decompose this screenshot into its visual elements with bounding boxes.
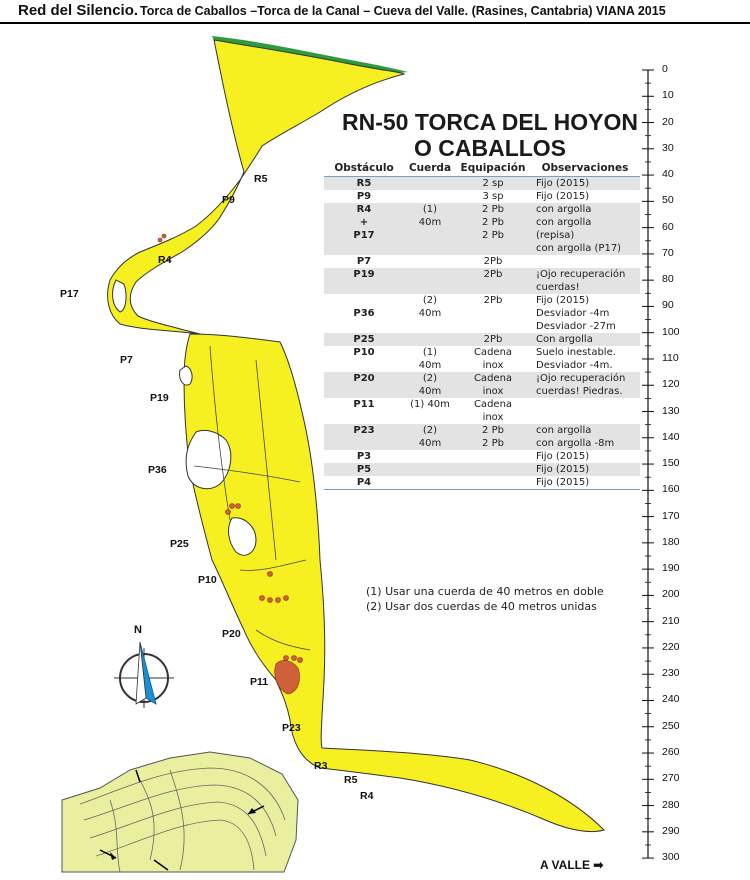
table-cell-equip: 2 Pb xyxy=(456,203,530,216)
table-row xyxy=(324,463,640,476)
table-cell-obs: P9 xyxy=(356,191,372,202)
table-cell-equip: 2Pb xyxy=(483,256,503,267)
scale-label: 210 xyxy=(662,614,680,627)
label-p7: P7 xyxy=(120,354,133,366)
anchor-point xyxy=(284,596,289,601)
table-cell-obs xyxy=(324,411,404,424)
table-cell-equip xyxy=(456,307,530,320)
scale-label: 100 xyxy=(662,325,680,338)
table-row xyxy=(324,437,640,450)
table-row xyxy=(324,333,640,346)
scale-label: 190 xyxy=(662,562,680,575)
anchor-cluster xyxy=(275,661,300,694)
anchor-point xyxy=(230,504,235,509)
table-cell-obs xyxy=(324,385,404,398)
scale-label: 240 xyxy=(662,693,680,706)
table-cell-notes: cuerdas! xyxy=(530,281,640,294)
compass-north-label: N xyxy=(134,624,142,636)
table-cell-equip: Cadena xyxy=(473,399,513,410)
table-cell-cuerda: (1) xyxy=(422,347,438,358)
table-cell-equip: 2Pb xyxy=(456,333,530,346)
table-cell-obs: P17 xyxy=(324,229,404,242)
table-cell-obs: R4 xyxy=(324,203,404,216)
table-cell-notes: con argolla xyxy=(530,424,640,437)
topographic-inset xyxy=(62,752,298,872)
table-cell-obs: P20 xyxy=(324,372,404,385)
table-cell-obs: + xyxy=(324,216,404,229)
scale-label: 300 xyxy=(662,851,680,864)
table-cell-equip: 3 sp xyxy=(482,191,504,202)
map-title-line1: RN-50 TORCA DEL HOYON xyxy=(341,109,639,135)
table-cell-equip: inox xyxy=(482,412,504,423)
table-row xyxy=(324,307,640,320)
label-p25: P25 xyxy=(170,538,189,550)
table-cell-notes: Fijo (2015) xyxy=(530,177,640,191)
table-cell-equip: 2 sp xyxy=(456,177,530,191)
table-cell-equip xyxy=(456,450,530,463)
table-cell-notes: con argolla xyxy=(530,216,640,229)
table-cell-equip: 2 Pb xyxy=(456,437,530,450)
table-row xyxy=(324,372,640,385)
label-r4-top: R4 xyxy=(158,254,172,266)
label-p10: P10 xyxy=(198,574,217,586)
table-row xyxy=(324,398,640,411)
table-cell-equip: Cadena xyxy=(473,347,513,358)
scale-label: 180 xyxy=(662,535,680,548)
table-cell-notes xyxy=(530,398,640,411)
equipment-table xyxy=(324,162,640,490)
scale-label: 120 xyxy=(662,378,680,391)
table-cell-obs: P7 xyxy=(356,256,372,267)
table-cell-equip xyxy=(456,320,530,333)
scale-label: 230 xyxy=(662,667,680,680)
table-cell-cuerda: 40m xyxy=(418,308,442,319)
table-cell-cuerda: (1) xyxy=(404,203,456,216)
table-cell-obs: P25 xyxy=(324,333,404,346)
scale-label: 30 xyxy=(662,141,674,154)
label-r4-bottom: R4 xyxy=(360,790,374,802)
label-p23: P23 xyxy=(282,722,301,734)
label-r3: R3 xyxy=(314,760,328,772)
note-2: (2) Usar dos cuerdas de 40 metros unidas xyxy=(366,600,597,613)
table-row xyxy=(324,424,640,437)
contour-area xyxy=(62,752,298,872)
table-row xyxy=(324,359,640,372)
table-cell-cuerda xyxy=(404,268,456,281)
table-cell-equip: 2Pb xyxy=(483,295,503,306)
table-cell-obs xyxy=(324,281,404,294)
anchor-point xyxy=(268,598,273,603)
table-row xyxy=(324,268,640,281)
scale-label: 110 xyxy=(662,351,679,364)
table-cell-obs xyxy=(324,242,404,255)
col-header-cuerda: Cuerda xyxy=(404,162,456,177)
table-cell-cuerda: (2) xyxy=(404,372,456,385)
col-header-observaciones: Observaciones xyxy=(530,162,640,177)
table-cell-cuerda: (2) xyxy=(404,424,456,437)
table-cell-cuerda xyxy=(404,177,456,191)
table-row xyxy=(324,450,640,463)
compass-rose xyxy=(114,642,174,708)
table-row xyxy=(324,242,640,255)
col-header-equipacion: Equipación xyxy=(456,162,530,177)
table-cell-obs: R5 xyxy=(324,177,404,191)
anchor-point xyxy=(260,596,265,601)
table-cell-notes: Fijo (2015) xyxy=(536,451,590,462)
table-cell-notes: Suelo inestable. xyxy=(536,347,616,358)
table-cell-cuerda: (2) xyxy=(422,295,438,306)
table-cell-obs: P3 xyxy=(356,451,372,462)
scale-label: 130 xyxy=(662,404,680,417)
label-p17: P17 xyxy=(60,288,79,300)
map-title-line2: O CABALLOS xyxy=(413,135,567,161)
table-cell-cuerda xyxy=(404,320,456,333)
col-header-obstaculo: Obstáculo xyxy=(324,162,404,177)
label-p11: P11 xyxy=(250,676,269,688)
table-row xyxy=(324,346,640,359)
chamber-wall xyxy=(180,366,192,385)
table-cell-obs: P10 xyxy=(353,347,375,358)
table-cell-equip xyxy=(456,463,530,476)
header-network: Red del Silencio. xyxy=(18,2,139,19)
table-row xyxy=(324,177,640,191)
table-cell-notes: Fijo (2015) xyxy=(536,191,590,202)
table-cell-notes: Fijo (2015) xyxy=(530,476,640,490)
table-row xyxy=(324,255,640,268)
scale-label: 80 xyxy=(662,273,674,286)
table-cell-cuerda xyxy=(404,190,456,203)
table-cell-notes: Desviador -27m xyxy=(536,321,616,332)
scale-label: 200 xyxy=(662,588,680,601)
table-cell-equip: 2 Pb xyxy=(456,216,530,229)
table-cell-equip xyxy=(456,476,530,490)
table-cell-notes: (repisa) xyxy=(530,229,640,242)
scale-label: 220 xyxy=(662,640,680,653)
table-cell-cuerda: (1) 40m xyxy=(410,399,450,410)
table-cell-cuerda xyxy=(404,229,456,242)
note-1: (1) Usar una cuerda de 40 metros en doble xyxy=(366,585,604,598)
table-cell-notes: cuerdas! Piedras. xyxy=(530,385,640,398)
table-row xyxy=(324,281,640,294)
anchor-point xyxy=(298,658,303,663)
table-cell-equip xyxy=(456,281,530,294)
table-cell-notes: con argolla (P17) xyxy=(530,242,640,255)
table-cell-cuerda xyxy=(404,281,456,294)
scale-label: 20 xyxy=(662,115,674,128)
table-cell-cuerda xyxy=(404,476,456,490)
table-cell-notes: Desviador -4m. xyxy=(536,360,613,371)
scale-label: 90 xyxy=(662,299,674,312)
table-cell-obs: P11 xyxy=(353,399,375,410)
table-cell-notes: ¡Ojo recuperación xyxy=(530,268,640,281)
anchor-point xyxy=(284,656,289,661)
rope-notes xyxy=(366,584,604,614)
scale-label: 160 xyxy=(662,483,680,496)
table-cell-notes: con argolla xyxy=(530,203,640,216)
table-cell-obs: P19 xyxy=(324,268,404,281)
table-cell-obs: P36 xyxy=(353,308,375,319)
table-row xyxy=(324,385,640,398)
scale-label: 270 xyxy=(662,772,680,785)
table-cell-obs: P5 xyxy=(324,463,404,476)
table-row xyxy=(324,411,640,424)
scale-label: 290 xyxy=(662,824,680,837)
table-row xyxy=(324,476,640,490)
table-cell-notes xyxy=(530,255,640,268)
table-cell-notes: Con argolla xyxy=(530,333,640,346)
table-cell-cuerda xyxy=(404,411,456,424)
table-header-row xyxy=(324,162,640,177)
label-p9-top: P9 xyxy=(222,194,235,206)
table-cell-equip: inox xyxy=(482,360,504,371)
table-cell-notes: ¡Ojo recuperación xyxy=(530,372,640,385)
table-cell-cuerda xyxy=(404,333,456,346)
table-cell-cuerda xyxy=(404,450,456,463)
header-subtitle: Torca de Caballos –Torca de la Canal – Cueva del Valle. (Rasines, Cantabria) VIANA 2015 xyxy=(140,4,666,18)
table-cell-equip: 2 Pb xyxy=(456,424,530,437)
anchor-point xyxy=(226,510,231,515)
table-cell-obs: P4 xyxy=(324,476,404,490)
table-cell-equip: inox xyxy=(456,385,530,398)
table-cell-obs xyxy=(324,437,404,450)
anchor-point xyxy=(268,572,273,577)
scale-label: 250 xyxy=(662,719,680,732)
table-row xyxy=(324,320,640,333)
scale-label: 0 xyxy=(662,63,668,75)
exit-label: A VALLE ➡ xyxy=(540,858,604,872)
table-row xyxy=(324,229,640,242)
scale-label: 140 xyxy=(662,430,680,443)
label-p36: P36 xyxy=(148,464,167,476)
scale-label: 60 xyxy=(662,220,674,233)
table-cell-equip: Cadena xyxy=(456,372,530,385)
anchor-point xyxy=(276,598,281,603)
table-cell-notes: Desviador -4m xyxy=(536,308,610,319)
label-p19: P19 xyxy=(150,392,169,404)
table-cell-notes: Fijo (2015) xyxy=(536,295,590,306)
scale-label: 150 xyxy=(662,457,680,470)
table-cell-cuerda: 40m xyxy=(404,385,456,398)
table-cell-equip: 2 Pb xyxy=(456,229,530,242)
table-cell-obs: P23 xyxy=(324,424,404,437)
anchor-point xyxy=(236,504,241,509)
scale-label: 280 xyxy=(662,798,680,811)
label-r5-bottom: R5 xyxy=(344,774,358,786)
anchor-point xyxy=(162,234,166,238)
scale-label: 10 xyxy=(662,89,674,102)
depth-scale xyxy=(642,70,654,858)
table-cell-notes: con argolla -8m xyxy=(530,437,640,450)
table-cell-cuerda xyxy=(404,463,456,476)
table-cell-notes xyxy=(530,411,640,424)
table-cell-cuerda: 40m xyxy=(418,360,442,371)
table-row xyxy=(324,190,640,203)
table-cell-equip xyxy=(456,242,530,255)
table-cell-equip: 2Pb xyxy=(456,268,530,281)
label-r5-top: R5 xyxy=(254,173,268,185)
scale-label: 40 xyxy=(662,168,674,181)
table-cell-cuerda xyxy=(404,255,456,268)
table-cell-notes: Fijo (2015) xyxy=(530,463,640,476)
table-cell-obs xyxy=(324,320,404,333)
scale-label: 50 xyxy=(662,194,674,207)
label-p20: P20 xyxy=(222,628,241,640)
table-row xyxy=(324,294,640,307)
table-row xyxy=(324,203,640,216)
scale-label: 170 xyxy=(662,509,680,522)
table-row xyxy=(324,216,640,229)
table-cell-obs xyxy=(324,359,404,372)
table-cell-cuerda xyxy=(404,242,456,255)
table-cell-cuerda: 40m xyxy=(404,437,456,450)
anchor-point xyxy=(158,238,162,242)
anchor-point xyxy=(292,656,297,661)
table-cell-obs xyxy=(324,294,404,307)
scale-label: 70 xyxy=(662,246,674,259)
table-cell-cuerda: 40m xyxy=(404,216,456,229)
scale-label: 260 xyxy=(662,746,680,759)
